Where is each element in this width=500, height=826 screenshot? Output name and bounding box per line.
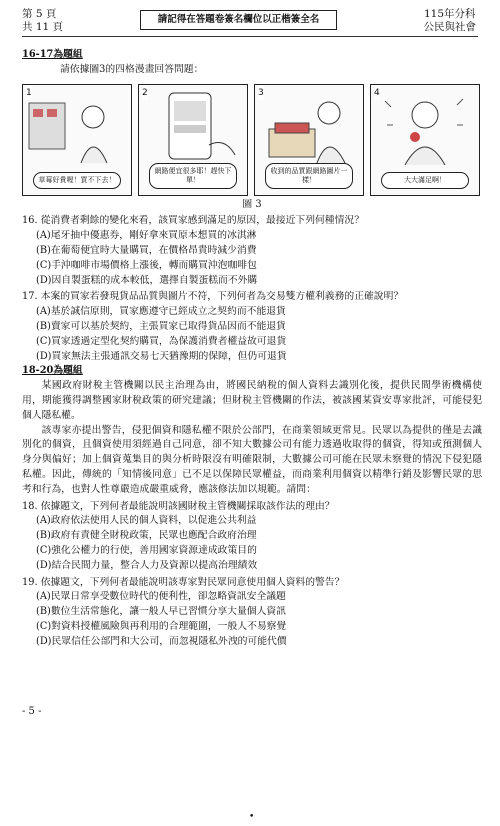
question-stem: 16. 從消費者剩餘的變化來看，該買家感到滿足的原因，最接近下列何種情況？ xyxy=(22,215,364,227)
total-pages-label: 共 11 頁 xyxy=(22,21,64,33)
phone-illustration xyxy=(139,85,247,165)
page-footer-mark: - 5 - xyxy=(22,706,42,717)
option-c: (C)強化公權力的行使，善用國家資源達成政策目的 xyxy=(36,544,257,556)
subject-name: 公民與社會 xyxy=(423,21,476,33)
option-c: (C)買家透過定型化契約購買，為保護消費者權益故可退貨 xyxy=(36,335,287,347)
section-intro: 請依據圖3的四格漫畫回答問題： xyxy=(60,63,204,75)
option-d: (D)買家無法主張通訊交易七天猶豫期的保障，但仍可退貨 xyxy=(36,350,287,362)
box-illustration xyxy=(255,85,363,165)
option-b: (B)政府有責健全財稅政策，民眾也應配合政府治理 xyxy=(36,530,257,542)
option-a: (A)民眾日常享受數位時代的便利性，卻忽略資訊安全議題 xyxy=(36,591,286,603)
figure-caption: 圖 3 xyxy=(242,198,262,210)
option-a: (A)尾牙抽中優惠券，剛好拿來買原本想買的冰淇淋 xyxy=(36,230,257,242)
option-a: (A)基於誠信原則，買家應遵守已經成立之契約而不能退貨 xyxy=(36,306,286,318)
section-title-16-17: 16-17為題組 xyxy=(22,49,83,60)
option-d: (D)民眾信任公部門和大公司，而忽視隱私外洩的可能代價 xyxy=(36,635,287,647)
option-a: (A)政府依法使用人民的個人資料，以促進公共利益 xyxy=(36,515,257,527)
question-stem: 17. 本案的買家若發現貨品品質與圖片不符，下列何者為交易雙方權利義務的正確說明？ xyxy=(22,291,404,303)
speech-bubble: 草莓好貴喔！買不下去！ xyxy=(33,172,121,189)
header-divider xyxy=(22,36,478,37)
passage-paragraph-2: 該專家亦提出警告，侵犯個資和隱私權不限於公部門，在商業領域更常見。民眾以為提供的僅是去識別化的個資，且個資使用須經過自己同意，卻不知大數據公司有能力透過收取得的個資，得知或預測個人身分與偏好；加上個資蒐集目的與分析時限沒有明確限制，大數據公司可能在民眾未察覺的情況下侵犯隱私權。因此，傳統的「知情後同意」已不足以保障民眾權益，而商業利用個資以精準行銷及影響民眾的思考和行為，也對人性尊嚴造成嚴重威脅，應該修法加以規範。請問： xyxy=(22,424,482,495)
comic-panel-1 xyxy=(22,84,132,196)
question-16 xyxy=(22,214,482,288)
comic-strip xyxy=(22,84,478,196)
exam-year: 115年分科 xyxy=(423,8,476,20)
shopper-illustration xyxy=(23,85,131,165)
panel-number: 2 xyxy=(142,86,148,101)
signature-notice: 請記得在答題卷簽名欄位以正楷簽全名 xyxy=(140,10,337,30)
panel-number: 1 xyxy=(26,86,32,101)
question-19 xyxy=(22,576,482,650)
eating-illustration xyxy=(371,85,479,165)
comic-panel-4 xyxy=(370,84,480,196)
option-b: (B)賣家可以基於契約，主張買家已取得貨品因而不能退貨 xyxy=(36,320,286,332)
comic-panel-3 xyxy=(254,84,364,196)
question-stem: 19. 依據題文，下列何者最能說明該專家對民眾同意使用個人資料的警告？ xyxy=(22,576,345,588)
speech-bubble: 大大滿足啊！ xyxy=(381,172,469,189)
page-content xyxy=(22,48,482,650)
option-d: (D)因自製蛋糕的成本較低，選擇自製蛋糕而不外購 xyxy=(36,274,258,286)
speech-bubble: 網路便宜很多耶！趕快下單！ xyxy=(149,163,237,189)
option-c: (C)對資料授權風險與再利用的合理範圍，一般人不易察覺 xyxy=(36,620,287,632)
page-number-block xyxy=(22,8,63,34)
question-18 xyxy=(22,500,482,574)
option-b: (B)數位生活常態化，讓一般人早已習慣分享大量個人資訊 xyxy=(36,606,286,618)
section-title-18-20: 18-20為題組 xyxy=(22,365,83,377)
option-d: (D)結合民間力量，整合人力及資源以提高治理績效 xyxy=(36,559,258,571)
option-c: (C)手沖咖啡市場價格上漲後，轉而購買沖泡咖啡包 xyxy=(36,259,257,271)
comic-panel-2 xyxy=(138,84,248,196)
speech-bubble: 收到的品質跟網路圖片一樣！ xyxy=(265,163,353,189)
panel-number: 4 xyxy=(374,86,380,101)
question-stem: 18. 依據題文，下列何者最能說明該國財稅主管機關採取該作法的理由？ xyxy=(22,500,335,512)
bottom-dot: • xyxy=(249,812,255,822)
passage-paragraph-1: 某國政府財稅主管機關以民主治理為由，將國民納稅的個人資料去識別化後，提供民間學術機構使用，期能獲得調整國家財稅政策的研究建議；但財稅主管機關的作法，被該國某資安專家批評，可能侵犯個人隱私權。 xyxy=(22,380,482,421)
exam-info-block xyxy=(424,8,477,34)
option-b: (B)在葡萄便宜時大量購買，在價格昂貴時減少消費 xyxy=(36,244,257,256)
page-label: 第 5 頁 xyxy=(22,8,57,20)
panel-number: 3 xyxy=(258,86,264,101)
question-17 xyxy=(22,290,482,364)
